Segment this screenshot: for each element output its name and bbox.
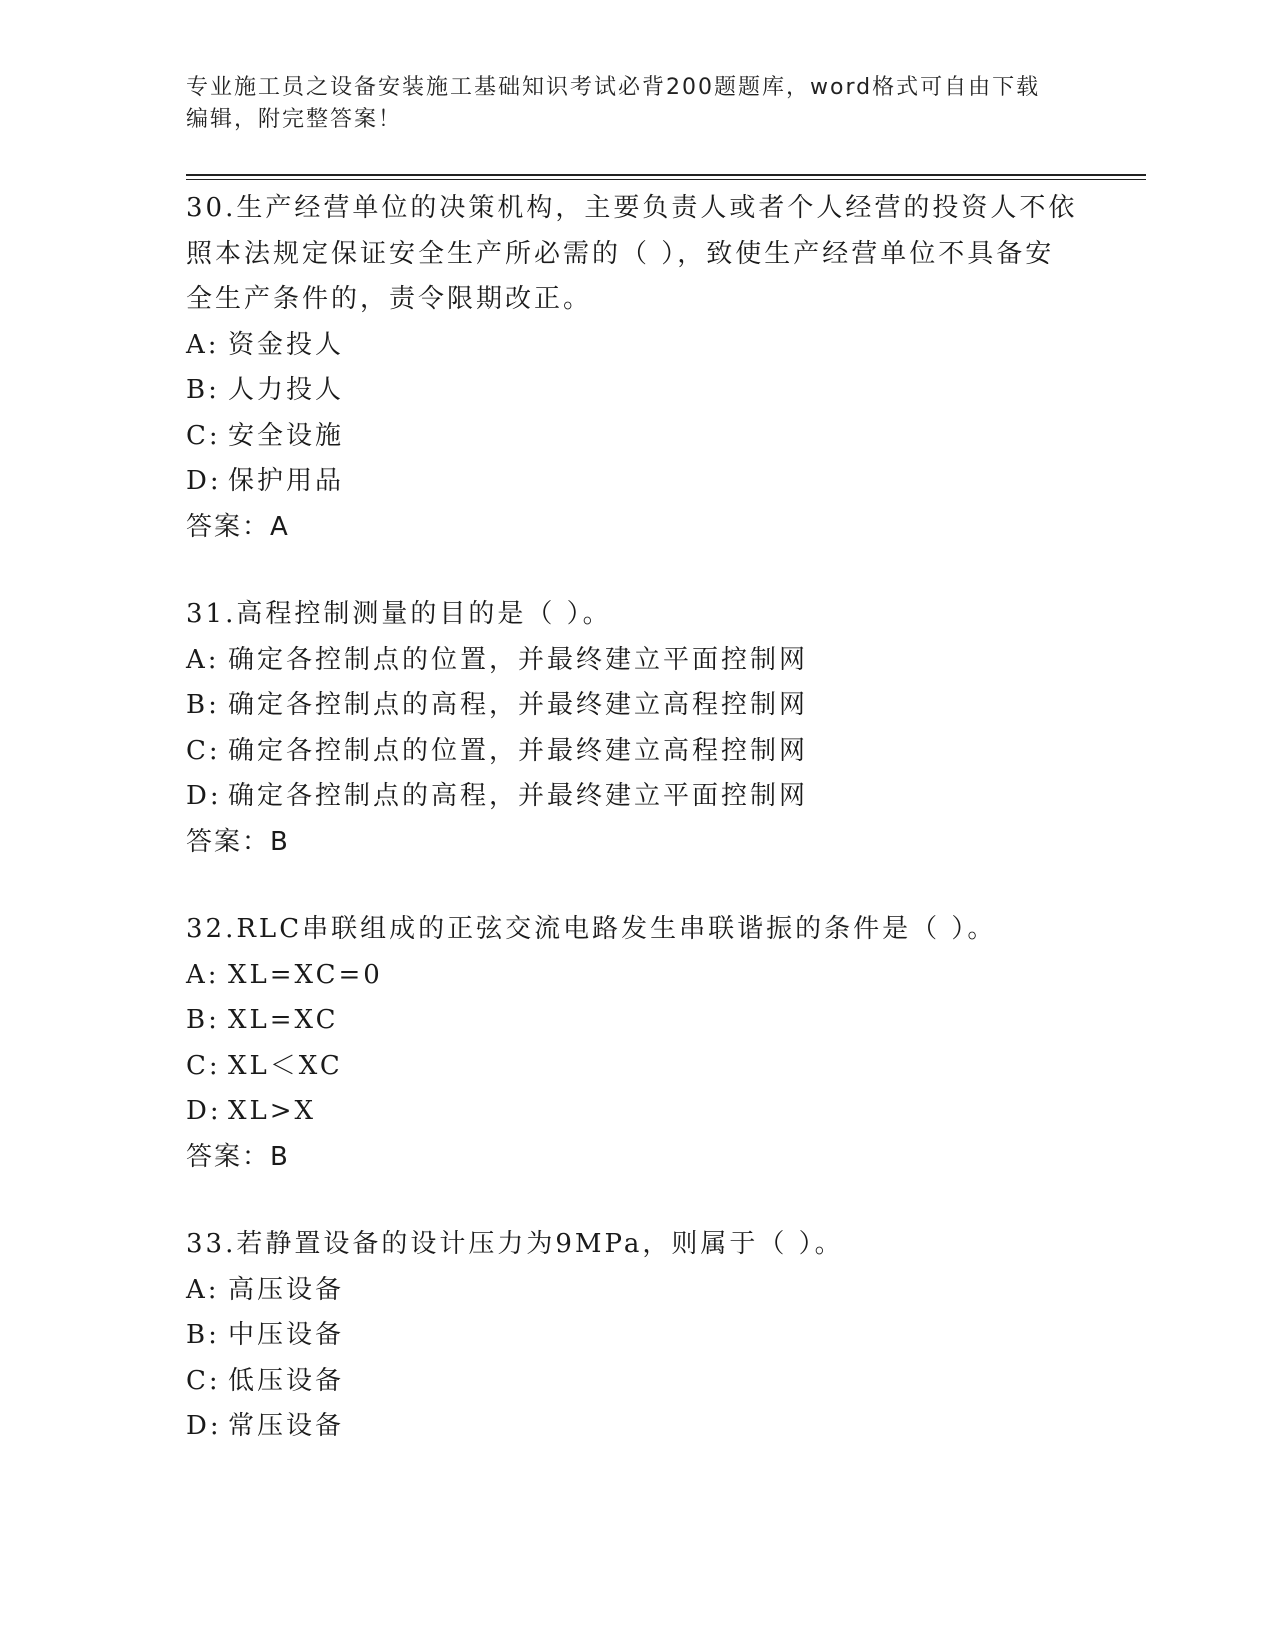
question-text-line: 全生产条件的，责令限期改正。 (186, 284, 593, 314)
option-text: 常压设备 (228, 1411, 345, 1441)
option-letter: C: (186, 420, 221, 451)
option-d (186, 1089, 1086, 1135)
option-text: 确定各控制点的位置，并最终建立平面控制网 (228, 644, 809, 675)
option-text: 低压设备 (228, 1365, 345, 1396)
question-33 (186, 1222, 1086, 1450)
option-letter: C: (186, 735, 221, 766)
question-32 (186, 907, 1086, 1180)
document-header (186, 72, 1086, 136)
question-text-line: 30.生产经营单位的决策机构，主要负责人或者个人经营的投资人不依 (186, 193, 1078, 223)
question-31 (186, 592, 1086, 865)
option-letter: D: (186, 1411, 222, 1441)
answer-label: 答案：B (186, 826, 290, 857)
option-letter: D: (186, 466, 222, 496)
option-text: 确定各控制点的高程，并最终建立高程控制网 (228, 690, 809, 720)
option-letter: A: (186, 644, 220, 675)
option-text: 保护用品 (228, 466, 345, 496)
question-text-line: 32.RLC串联组成的正弦交流电路发生串联谐振的条件是（ ）。 (186, 914, 997, 944)
question-30 (186, 186, 1086, 550)
option-a (186, 638, 1086, 684)
option-text: 确定各控制点的位置，并最终建立高程控制网 (228, 735, 809, 766)
answer-label: 答案：A (186, 511, 290, 542)
option-text: 高压设备 (228, 1274, 345, 1305)
option-b (186, 368, 1086, 414)
option-b (186, 1313, 1086, 1359)
option-c (186, 1044, 1086, 1090)
option-d (186, 1404, 1086, 1450)
option-text: 安全设施 (228, 420, 345, 451)
header-line-2: 编辑，附完整答案！ (186, 107, 403, 132)
option-letter: A: (186, 1274, 220, 1305)
question-spacer (186, 550, 1086, 592)
option-a (186, 1268, 1086, 1314)
question-list (186, 186, 1086, 1450)
option-text: XL=XC (228, 1005, 339, 1035)
option-letter: B: (186, 375, 220, 405)
option-letter: C: (186, 1365, 221, 1396)
header-line-1: 专业施工员之设备安装施工基础知识考试必背200题题库，word格式可自由下载 (186, 75, 1041, 100)
option-d (186, 459, 1086, 505)
option-letter: B: (186, 1320, 220, 1350)
answer-label: 答案：B (186, 1141, 290, 1172)
option-text: XL>X (228, 1096, 317, 1126)
header-divider-thin (186, 179, 1146, 180)
option-c (186, 1359, 1086, 1405)
header-divider-thick (186, 174, 1146, 176)
option-text: XL＜XC (228, 1050, 343, 1081)
option-letter: A: (186, 329, 220, 360)
option-letter: C: (186, 1050, 221, 1081)
question-spacer (186, 865, 1086, 907)
option-b (186, 998, 1086, 1044)
option-letter: B: (186, 1005, 220, 1035)
option-letter: D: (186, 1096, 222, 1126)
option-b (186, 683, 1086, 729)
option-text: 中压设备 (228, 1320, 345, 1350)
option-text: 人力投人 (228, 375, 345, 405)
option-text: XL=XC=0 (228, 959, 383, 990)
option-c (186, 414, 1086, 460)
question-text-line: 33.若静置设备的设计压力为9MPa，则属于（ ）。 (186, 1229, 844, 1259)
option-d (186, 774, 1086, 820)
question-text-line: 31.高程控制测量的目的是（ ）。 (186, 599, 612, 629)
option-letter: B: (186, 690, 220, 720)
option-letter: D: (186, 781, 222, 811)
option-a (186, 953, 1086, 999)
question-text-line: 照本法规定保证安全生产所必需的（ ），致使生产经营单位不具备安 (186, 238, 1055, 269)
option-letter: A: (186, 959, 220, 990)
option-c (186, 729, 1086, 775)
option-text: 资金投人 (228, 329, 345, 360)
option-a (186, 323, 1086, 369)
question-spacer (186, 1180, 1086, 1222)
option-text: 确定各控制点的高程，并最终建立平面控制网 (228, 781, 809, 811)
